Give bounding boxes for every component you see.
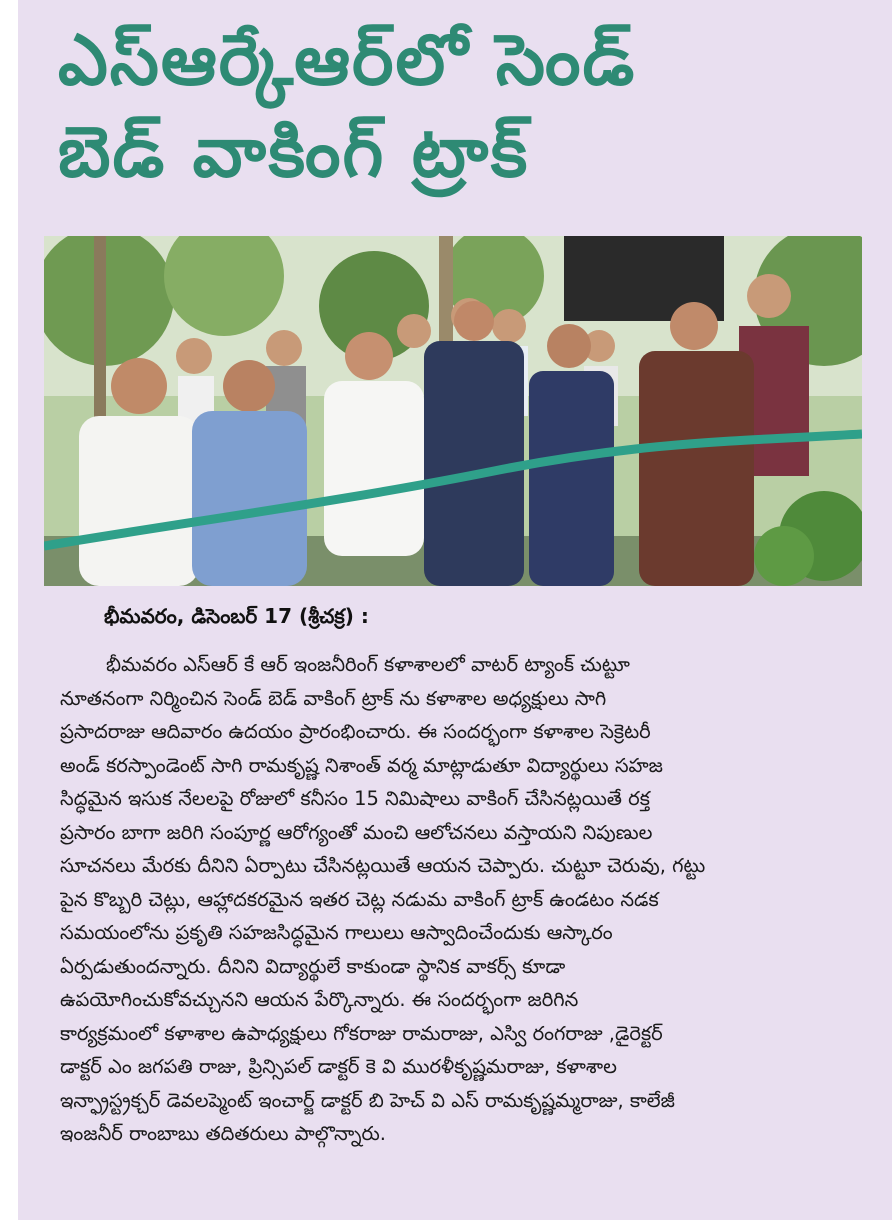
body-line: ఏర్పడుతుందన్నారు. దీనిని విద్యార్థులే కాకుండా స్థానిక వాకర్స్ కూడా <box>60 954 566 978</box>
body-line: సూచనలు మేరకు దీనిని ఏర్పాటు చేసినట్లయితే ఆయన చెప్పారు. చుట్టూ చెరువు, గట్టు <box>60 854 706 877</box>
body-line: ఇన్ఫ్రాస్ట్రక్చర్ డెవలప్మెంట్ ఇంచార్జ్ డాక్టర్ బి హెచ్ వి ఎస్ రామకృష్ణమ్మరాజు, కాలేజీ <box>60 1088 675 1112</box>
body-line: సిద్ధమైన ఇసుక నేలలపై రోజులో కనీసం 15 నిమిషాలు వాకింగ్ చేసినట్లయితే రక్త <box>60 787 650 810</box>
body-line: ఉపయోగించుకోవచ్చునని ఆయన పేర్కొన్నారు. ఈ సందర్భంగా జరిగిన <box>60 988 579 1011</box>
body-line: నూతనంగా నిర్మించిన సెండ్ బెడ్ వాకింగ్ ట్రాక్ ను కళాశాల అధ్యక్షులు సాగి <box>60 686 607 710</box>
body-line: సమయంలోను ప్రకృతి సహజసిద్ధమైన గాలులు ఆస్వాదించేందుకు ఆస్కారం <box>60 921 613 944</box>
body-line: భీమవరం ఎస్ఆర్ కే ఆర్ ఇంజనీరింగ్ కళాశాలలో వాటర్ ట్యాంక్ చుట్టూ <box>106 653 630 676</box>
headline-line-2: బెడ్ వాకింగ్ ట్రాక్ <box>58 111 530 193</box>
body-line: కార్యక్రమంలో కళాశాల ఉపాధ్యక్షులు గోకరాజు రామరాజు, ఎస్వి రంగరాజు ,డైరెక్టర్ <box>60 1021 663 1045</box>
body-line: అండ్ కరస్పాండెంట్ సాగి రామకృష్ణ నిశాంత్ వర్మ మాట్లాడుతూ విద్యార్థులు సహజ <box>60 753 663 777</box>
body-line: ఇంజనీర్ రాంబాబు తదితరులు పాల్గొన్నారు. <box>60 1122 386 1145</box>
body-line: డాక్టర్ ఎం జగపతి రాజు, ప్రిన్సిపల్ డాక్టర్ కె వి మురళీకృష్ణమరాజు, కళాశాల <box>60 1055 617 1078</box>
body-line: ప్రసారం బాగా జరిగి సంపూర్ణ ఆరోగ్యంతో మంచి ఆలోచనలు వస్తాయని నిపుణుల <box>60 820 653 844</box>
article-body <box>60 648 866 1151</box>
body-line: పైన కొబ్బరి చెట్లు, ఆహ్లాదకరమైన ఇతర చెట్ల నడుమ వాకింగ్ ట్రాక్ ఉండటం నడక <box>60 887 659 911</box>
body-line: ప్రసాదరాజు ఆదివారం ఉదయం ప్రారంభించారు. ఈ సందర్భంగా కళాశాల సెక్రెటరీ <box>60 720 651 743</box>
ribbon-cutting-photo <box>44 236 862 586</box>
dateline: భీమవరం, డిసెంబర్ 17 (శ్రీచక్ర) : <box>104 604 369 628</box>
headline-line-1: ఎస్ఆర్కేఆర్‌లో సెండ్ <box>58 19 637 101</box>
headline <box>58 14 878 198</box>
newspaper-clipping <box>18 0 892 1220</box>
